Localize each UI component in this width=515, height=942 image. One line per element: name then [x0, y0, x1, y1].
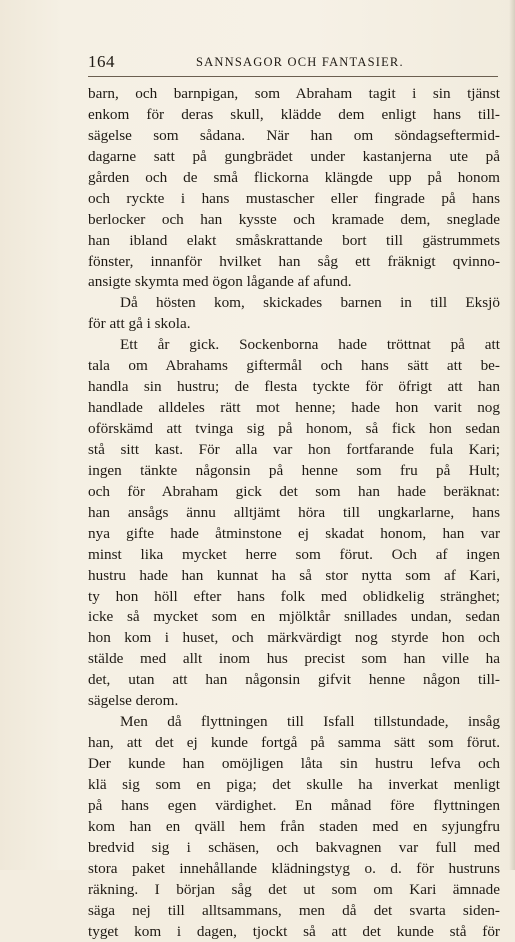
- text-line: tyget kom i dagen, tjockt så att det kunde stå för: [88, 922, 500, 942]
- text-line: ty hon höll efter hans folk med oblidkelig stränghet;: [88, 587, 500, 608]
- text-line: tala om Abrahams giftermål och hans sätt att be-: [88, 356, 500, 377]
- text-line: han ansågs ännu alltjämt höra till ungkarlarne, hans: [88, 503, 500, 524]
- text-line: det, utan att han någonsin gifvit henne någon till-: [88, 670, 500, 691]
- text-line: hustru hade han kunnat ha så stor nytta som af Kari,: [88, 566, 500, 587]
- text-line: sägelse som sådana. När han om söndagseftermid-: [88, 126, 500, 147]
- text-line: sägelse derom.: [88, 691, 500, 712]
- text-line: nya gifte hade åtminstone ej skadat honom, han var: [88, 524, 500, 545]
- text-line: för att gå i skola.: [88, 314, 500, 335]
- text-line: han, att det ej kunde fortgå på samma sätt som förut.: [88, 733, 500, 754]
- text-line: ansigte skymta med ögon lågande af afund.: [88, 272, 500, 293]
- text-line: barn, och barnpigan, som Abraham tagit i sin tjänst: [88, 84, 500, 105]
- text-line: klä sig som en piga; det skulle ha inverkat menligt: [88, 775, 500, 796]
- text-line: handla sin hustru; de flesta tyckte för öfrigt att han: [88, 377, 500, 398]
- text-line: stora paket innehållande klädningstyg o. d. för hustruns: [88, 859, 500, 880]
- text-line: kom han en qväll hem från staden med en syjungfru: [88, 817, 500, 838]
- text-line: Då hösten kom, skickades barnen in till Eksjö: [88, 293, 500, 314]
- text-line: bredvid sig i schäsen, och bakvagnen var full med: [88, 838, 500, 859]
- text-line: Ett år gick. Sockenborna hade tröttnat på att: [88, 335, 500, 356]
- text-line: enkom för deras skull, klädde dem enligt hans till-: [88, 105, 500, 126]
- text-line: och för Abraham gick det som han hade beräknat:: [88, 482, 500, 503]
- text-line: ingen tänkte någonsin på henne som fru på Hult;: [88, 461, 500, 482]
- text-line: handlade alldeles rätt mot henne; hade hon varit nog: [88, 398, 500, 419]
- text-line: stälde med allt inom hus precist som han ville ha: [88, 649, 500, 670]
- page-edge-shadow: [509, 0, 515, 870]
- text-line: hon kom i huset, och märkvärdigt nog styrde hon och: [88, 628, 500, 649]
- text-line: Men då flyttningen till Isfall tillstundade, insåg: [88, 712, 500, 733]
- text-line: och ryckte i hans mustascher eller fingrade på hans: [88, 189, 500, 210]
- text-line: han ibland elakt småskrattande bort till gästrummets: [88, 231, 500, 252]
- text-line: gården och de små flickorna klängde upp på honom: [88, 168, 500, 189]
- text-line: icke så mycket som en mjölktår snillades undan, sedan: [88, 607, 500, 628]
- page-number: 164: [88, 52, 115, 72]
- header-divider: [88, 76, 498, 77]
- body-text: [88, 84, 500, 942]
- page-header: [88, 52, 500, 74]
- text-line: räkning. I början såg det ut som om Kari ämnade: [88, 880, 500, 901]
- text-line: oförskämd att tvinga sig på honom, så fick hon sedan: [88, 419, 500, 440]
- text-line: Der kunde han omöjligen låta sin hustru lefva och: [88, 754, 500, 775]
- text-line: stå sitt kast. För alla var hon fortfarande fula Kari;: [88, 440, 500, 461]
- text-line: säga nej till alltsammans, men då det svarta siden-: [88, 901, 500, 922]
- text-line: på hans egen värdighet. En månad före flyttningen: [88, 796, 500, 817]
- text-line: berlocker och han kysste och kramade dem, sneglade: [88, 210, 500, 231]
- running-title: SANNSAGOR OCH FANTASIER.: [196, 55, 404, 70]
- text-line: fönster, innanför hvilket han såg ett fräknigt qvinno-: [88, 252, 500, 273]
- text-line: minst lika mycket herre som förut. Och af ingen: [88, 545, 500, 566]
- text-line: dagarne satt på gungbrädet under kastanjerna ute på: [88, 147, 500, 168]
